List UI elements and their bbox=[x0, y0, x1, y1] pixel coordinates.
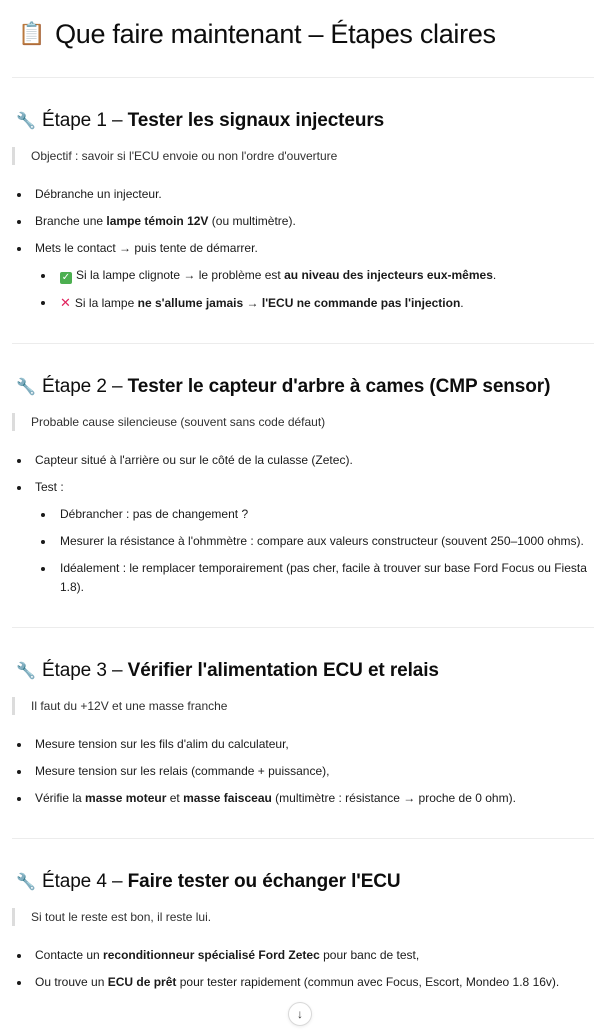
wrench-icon: 🔧 bbox=[16, 379, 36, 396]
step-2-list bbox=[12, 451, 594, 597]
page-title-text: Que faire maintenant – Étapes claires bbox=[55, 18, 496, 49]
step-4-title: Faire tester ou échanger l'ECU bbox=[127, 871, 401, 892]
list-item: Capteur situé à l'arrière ou sur le côté de la culasse (Zetec). bbox=[12, 451, 594, 470]
step-2-title: Tester le capteur d'arbre à cames (CMP sensor) bbox=[127, 376, 551, 397]
list-item: Mesure tension sur les fils d'alim du calculateur, bbox=[12, 735, 594, 754]
step-1-section bbox=[12, 78, 594, 344]
cross-mark-icon: ✕ bbox=[60, 295, 71, 310]
list-item: Mesurer la résistance à l'ohmmètre : compare aux valeurs constructeur (souvent 250–1000 ohms). bbox=[12, 532, 594, 551]
step-4-prefix: Étape 4 – bbox=[42, 871, 128, 892]
arrow-down-icon: ↓ bbox=[297, 1007, 303, 1021]
wrench-icon: 🔧 bbox=[16, 113, 36, 130]
list-item: Contacte un reconditionneur spécialisé Ford Zetec pour banc de test, bbox=[12, 946, 594, 965]
list-item: Débrancher : pas de changement ? bbox=[12, 505, 594, 524]
step-4-list bbox=[12, 946, 594, 992]
list-item: Vérifie la masse moteur et masse faisceau (multimètre : résistance → proche de 0 ohm). bbox=[12, 789, 594, 808]
step-3-quote: Il faut du +12V et une masse franche bbox=[12, 697, 594, 715]
wrench-icon: 🔧 bbox=[16, 874, 36, 891]
list-item: ✕ Si la lampe ne s'allume jamais → l'ECU ne commande pas l'injection. bbox=[12, 293, 594, 313]
step-3-list bbox=[12, 735, 594, 808]
step-1-quote: Objectif : savoir si l'ECU envoie ou non l'ordre d'ouverture bbox=[12, 147, 594, 165]
check-mark-icon: ✓ bbox=[61, 272, 71, 283]
step-1-heading bbox=[12, 110, 594, 132]
step-4-quote: Si tout le reste est bon, il reste lui. bbox=[12, 908, 594, 926]
step-2-section bbox=[12, 344, 594, 628]
wrench-icon: 🔧 bbox=[16, 663, 36, 680]
list-item: Test : bbox=[12, 478, 594, 497]
step-3-heading bbox=[12, 660, 594, 682]
list-item: Débranche un injecteur. bbox=[12, 185, 594, 204]
list-item: ✓ Si la lampe clignote → le problème est au niveau des injecteurs eux-mêmes. bbox=[12, 266, 594, 285]
list-item: Ou trouve un ECU de prêt pour tester rapidement (commun avec Focus, Escort, Mondeo 1.8 16v). bbox=[12, 973, 594, 992]
step-4-heading bbox=[12, 871, 594, 893]
step-2-prefix: Étape 2 – bbox=[42, 376, 128, 397]
step-3-prefix: Étape 3 – bbox=[42, 660, 128, 681]
step-1-prefix: Étape 1 – bbox=[42, 110, 128, 131]
list-item: Mets le contact → puis tente de démarrer. bbox=[12, 239, 594, 258]
step-2-quote: Probable cause silencieuse (souvent sans code défaut) bbox=[12, 413, 594, 431]
clipboard-icon: 📋 bbox=[18, 21, 46, 46]
list-item: Idéalement : le remplacer temporairement (pas cher, facile à trouver sur base Ford Focus ou Fiesta 1.8). bbox=[12, 559, 594, 597]
list-item: Branche une lampe témoin 12V (ou multimètre). bbox=[12, 212, 594, 231]
step-3-title: Vérifier l'alimentation ECU et relais bbox=[127, 660, 439, 681]
step-2-heading bbox=[12, 376, 594, 398]
scroll-to-bottom-button[interactable] bbox=[288, 1002, 312, 1026]
list-item: Mesure tension sur les relais (commande + puissance), bbox=[12, 762, 594, 781]
step-1-title: Tester les signaux injecteurs bbox=[127, 110, 385, 131]
step-1-list bbox=[12, 185, 594, 313]
page-title bbox=[12, 0, 594, 54]
step-3-section bbox=[12, 628, 594, 839]
step-4-section bbox=[12, 839, 594, 992]
